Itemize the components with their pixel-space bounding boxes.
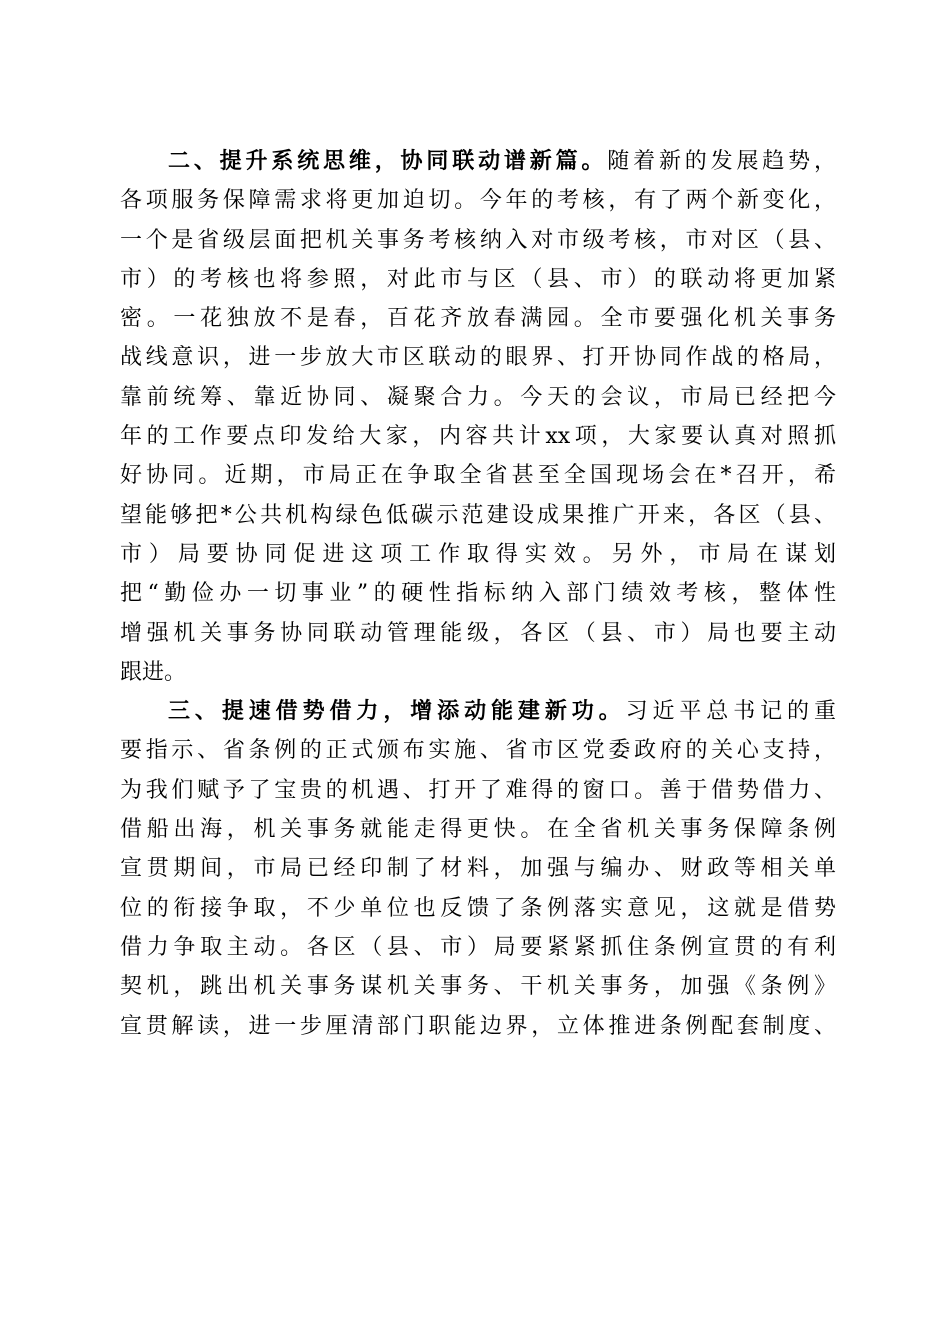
paragraph-line <box>120 142 836 181</box>
paragraph-line: 市）的考核也将参照，对此市与区（县、市）的联动将更加紧 <box>120 266 836 292</box>
paragraph-line: 靠前统筹、靠近协同、凝聚合力。今天的会议，市局已经把今 <box>120 384 836 410</box>
paragraph-line: 宣贯解读，进一步厘清部门职能边界，立体推进条例配套制度、 <box>120 1013 836 1039</box>
paragraph-line: 契机，跳出机关事务谋机关事务、干机关事务，加强《条例》 <box>120 974 836 1000</box>
paragraph-line: 借船出海，机关事务就能走得更快。在全省机关事务保障条例 <box>120 817 836 843</box>
paragraph-line: 宣贯期间，市局已经印制了材料，加强与编办、财政等相关单 <box>120 856 836 882</box>
paragraph-line: 战线意识，进一步放大市区联动的眼界、打开协同作战的格局， <box>120 345 836 371</box>
paragraph-line: 望能够把*公共机构绿色低碳示范建设成果推广开来，各区（县、 <box>120 502 836 528</box>
paragraph-line: 市）局要协同促进这项工作取得实效。另外，市局在谋划 <box>120 541 836 567</box>
paragraph-line: 各项服务保障需求将更加迫切。今年的考核，有了两个新变化， <box>120 188 836 214</box>
paragraph-line: 跟进。 <box>120 659 187 685</box>
paragraph-line: 好协同。近期，市局正在争取全省甚至全国现场会在*召开，希 <box>120 463 836 489</box>
document-body <box>120 142 836 1046</box>
paragraph-line: 位的衔接争取，不少单位也反馈了条例落实意见，这就是借势 <box>120 895 836 921</box>
section-heading: 二、提升系统思维，协同联动谱新篇。 <box>168 149 608 174</box>
paragraph-line: 借力争取主动。各区（县、市）局要紧紧抓住条例宣贯的有利 <box>120 934 836 960</box>
paragraph-line: 为我们赋予了宝贵的机遇、打开了难得的窗口。善于借势借力、 <box>120 777 836 803</box>
paragraph-line: 要指示、省条例的正式颁布实施、省市区党委政府的关心支持， <box>120 738 836 764</box>
line-text: 习近平总书记的重 <box>625 699 836 725</box>
paragraph-line <box>120 692 836 731</box>
paragraph-line: 密。一花独放不是春，百花齐放春满园。全市要强化机关事务 <box>120 306 836 332</box>
paragraph-two <box>120 142 836 692</box>
paragraph-line: 把“勤俭办一切事业”的硬性指标纳入部门绩效考核，整体性 <box>120 581 836 607</box>
paragraph-line: 增强机关事务协同联动管理能级，各区（县、市）局也要主动 <box>120 620 836 646</box>
paragraph-line: 年的工作要点印发给大家，内容共计xx项，大家要认真对照抓 <box>120 424 836 450</box>
section-heading: 三、提速借势借力，增添动能建新功。 <box>168 699 626 725</box>
line-text: 随着新的发展趋势， <box>607 149 836 174</box>
paragraph-line: 一个是省级层面把机关事务考核纳入对市级考核，市对区（县、 <box>120 227 836 253</box>
paragraph-three <box>120 692 836 1046</box>
